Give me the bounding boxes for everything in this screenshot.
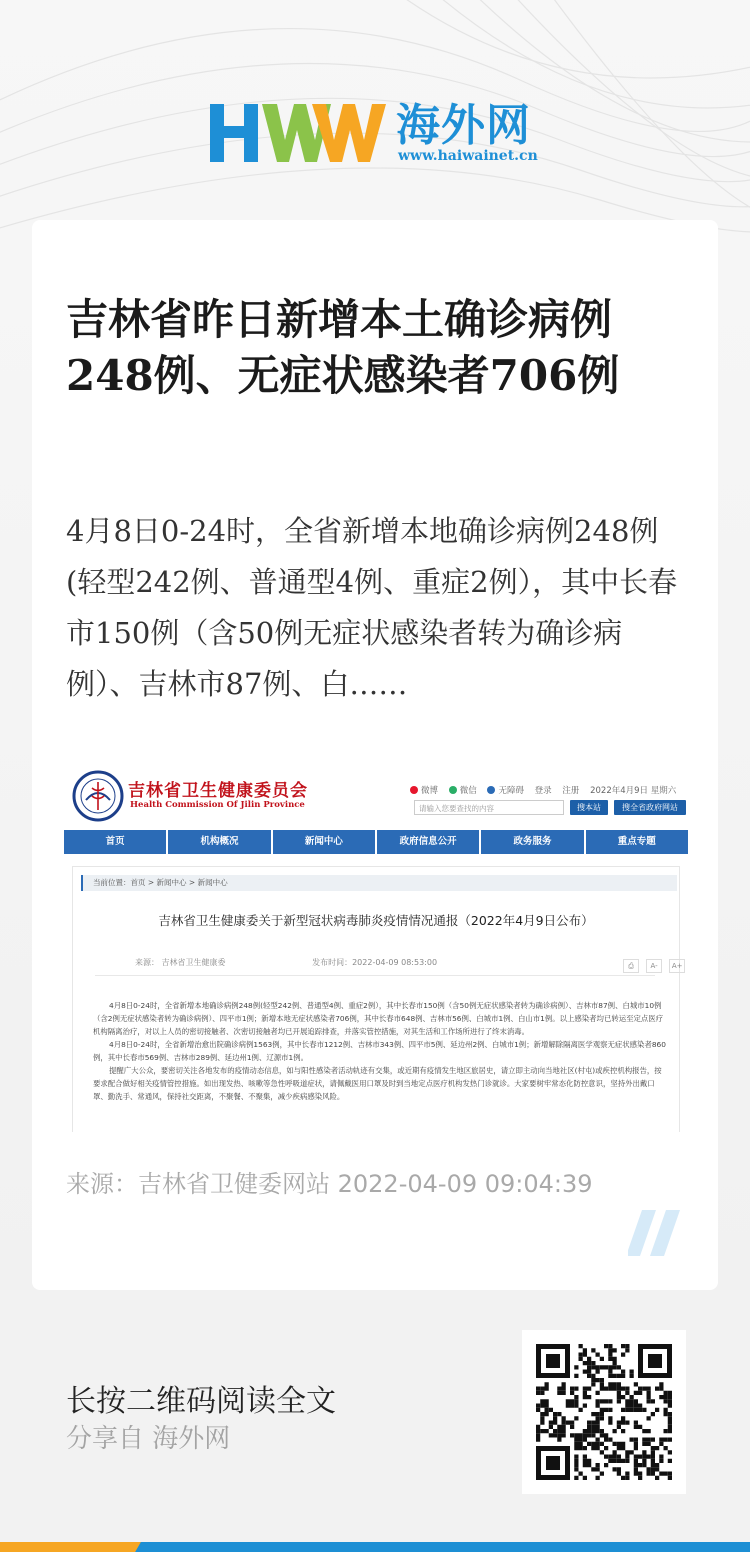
meta-time: 发布时间：2022-04-09 08:53:00 (312, 958, 438, 967)
register-link[interactable]: 注册 (562, 786, 580, 796)
search-input[interactable]: 请输入您要查找的内容 (414, 800, 564, 815)
top-links (410, 784, 684, 796)
meta-source: 来源： 吉林省卫生健康委 (135, 958, 226, 967)
nav-item-topics[interactable]: 重点专题 (617, 836, 656, 847)
qr-code-icon (536, 1344, 672, 1480)
hww-logo-mark (208, 100, 388, 166)
article-source: 来源：吉林省卫健委网站 2022-04-09 09:04:39 (66, 1170, 593, 1198)
share-footer (0, 1290, 750, 1552)
slash-decoration-icon (628, 1210, 686, 1256)
article-screenshot (64, 764, 688, 1132)
body-paragraph: 4月8日0-24时，全省新增本地确诊病例248例(轻型242例、普通型4例、重症2例），其中长春市150例（含50例无症状感染者转为确诊病例）、吉林市87例、白城市10例（含2例无症状感染者转为确诊病例）、四平市1例；新增本地无症状感染者706例，其中长春市648例、吉林市56例、白城市1例、白山市1例。以上感染者均已转运至定点医疗机构隔离治疗，对以上人员的密切接触者、次密切接触者均已开展追踪排查，并落实管控措施，对其生活和工作场所进行了终末消毒。 (93, 1001, 664, 1036)
body-paragraph: 提醒广大公众，要密切关注各地发布的疫情动态信息，如与阳性感染者活动轨迹有交集，或近期有疫情发生地区旅居史，请立即主动向当地社区(村屯)或疾控机构报告，按要求配合做好相关疫情管控措施。如出现发热、咳嗽等急性呼吸道症状，请佩戴医用口罩及时到当地定点医疗机构发热门诊就诊。大家要树牢常态化防控意识，坚持外出戴口罩、勤洗手、常通风，保持社交距离，不聚餐、不聚集，减少疾病感染风险。 (93, 1066, 662, 1101)
weibo-icon (410, 786, 418, 794)
share-from-text: 分享自 海外网 (66, 1424, 231, 1454)
divider (95, 975, 655, 976)
org-name-en: Health Commission Of Jilin Province (130, 800, 305, 810)
screenshot-article-title: 吉林省卫生健康委关于新型冠状病毒肺炎疫情情况通报（2022年4月9日公布） (158, 913, 594, 928)
accessibility-link[interactable]: 无障碍 (487, 786, 524, 796)
font-larger-button[interactable]: A+ (669, 959, 685, 973)
screenshot-article-body (93, 999, 667, 1103)
org-name-cn: 吉林省卫生健康委员会 (128, 781, 308, 801)
login-link[interactable]: 登录 (534, 786, 552, 796)
search-site-button[interactable]: 搜本站 (570, 800, 608, 815)
accessibility-icon (487, 786, 495, 794)
font-smaller-button[interactable]: A- (646, 959, 662, 973)
article-card[interactable] (32, 220, 718, 1290)
emblem-icon (72, 770, 124, 822)
wechat-icon (449, 786, 457, 794)
article-panel (72, 866, 683, 1132)
font-tools (621, 953, 685, 973)
article-summary: 4月8日0-24时，全省新增本地确诊病例248例(轻型242例、普通型4例、重症2例），其中长春市150例（含50例无症状感染者转为确诊病例）、吉林市87例、白…… (66, 514, 678, 701)
nav-item-info[interactable]: 政府信息公开 (377, 830, 481, 854)
nav-item-about[interactable]: 机构概况 (168, 830, 272, 854)
body-paragraph: 4月8日0-24时，全省新增治愈出院确诊病例1563例，其中长春市1212例、吉林市343例、四平市5例、延边州2例、白城市1例；新增解除隔离医学观察无症状感染者860例，其中长春市569例、吉林市289例、延边州1例、辽源市1例。 (93, 1040, 666, 1062)
read-full-text: 长按二维码阅读全文 (66, 1384, 336, 1419)
breadcrumb: 当前位置：首页 > 新闻中心 > 新闻中心 (81, 875, 677, 891)
weibo-link[interactable]: 微博 (410, 786, 438, 796)
nav-item-home[interactable]: 首页 (64, 830, 168, 854)
search-gov-button[interactable]: 搜全省政府网站 (614, 800, 686, 815)
haiwainet-logo (208, 100, 548, 170)
print-icon[interactable]: ⎙ (623, 959, 639, 973)
article-title: 吉林省昨日新增本土确诊病例248例、无症状感染者706例 (66, 295, 620, 400)
date-label: 2022年4月9日 星期六 (590, 786, 677, 796)
wechat-link[interactable]: 微信 (449, 786, 477, 796)
article-meta (135, 957, 437, 968)
nav-item-services[interactable]: 政务服务 (481, 830, 585, 854)
main-nav (64, 830, 688, 854)
nav-item-news[interactable]: 新闻中心 (273, 830, 377, 854)
brand-name: 海外网 (396, 100, 531, 151)
bottom-color-bar (0, 1542, 750, 1552)
qr-code[interactable] (522, 1330, 686, 1494)
brand-url: www.haiwainet.cn (398, 148, 538, 164)
